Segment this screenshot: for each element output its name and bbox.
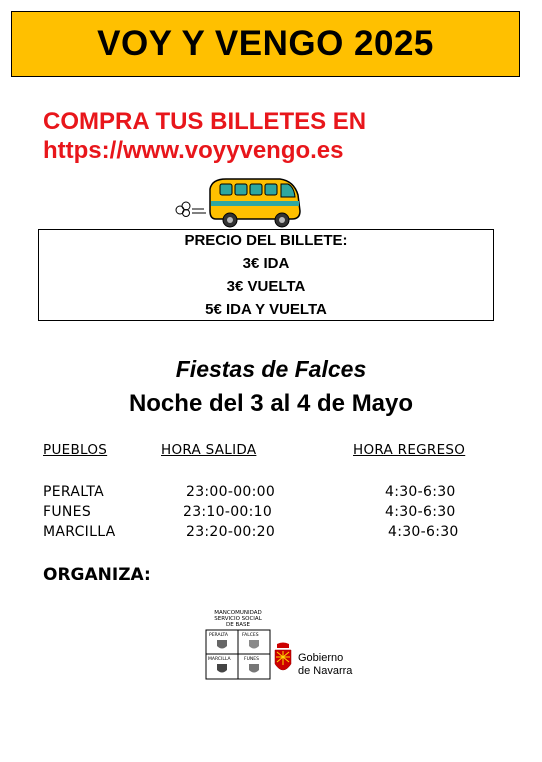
price-ida: 3€ IDA	[242, 255, 290, 272]
departure-cell: 23:00-00:00	[186, 484, 276, 500]
town-label: MARCILLA	[208, 657, 231, 662]
return-cell: 4:30-6:30	[385, 504, 456, 520]
event-name: Fiestas de Falces	[175, 356, 367, 382]
price-ida-vuelta: 5€ IDA Y VUELTA	[205, 301, 327, 318]
website-url: https://www.voyyvengo.es	[43, 137, 344, 164]
page-title: VOY Y VENGO 2025	[97, 24, 434, 63]
logo-text: SERVICIO SOCIAL	[214, 616, 262, 622]
gobierno-navarra-logo	[298, 652, 352, 678]
logo-text: MANCOMUNIDAD	[214, 610, 262, 616]
header-pueblos: PUEBLOS	[43, 442, 108, 458]
price-heading: PRECIO DEL BILLETE:	[184, 232, 348, 249]
return-cell: 4:30-6:30	[385, 484, 456, 500]
buy-tickets-text: COMPRA TUS BILLETES EN	[43, 108, 367, 135]
title-banner	[11, 11, 520, 77]
ticket-price-box	[38, 229, 494, 321]
departure-cell: 23:20-00:20	[186, 524, 276, 540]
town-label: PERALTA	[209, 633, 228, 638]
gob-text-line1: Gobierno	[298, 652, 344, 664]
navarra-shield-icon	[273, 642, 293, 676]
organiza-label: ORGANIZA:	[43, 565, 151, 585]
mancomunidad-logo	[205, 608, 271, 680]
town-label: FUNES	[244, 657, 259, 662]
price-vuelta: 3€ VUELTA	[226, 278, 306, 295]
town-cell: MARCILLA	[43, 524, 116, 540]
town-cell: PERALTA	[43, 484, 105, 500]
header-hora-salida: HORA SALIDA	[161, 442, 257, 458]
gob-text-line2: de Navarra	[298, 665, 353, 677]
bus-icon	[170, 175, 305, 230]
logo-text: DE BASE	[226, 622, 250, 628]
town-shields-grid	[205, 629, 271, 680]
departure-cell: 23:10-00:10	[183, 504, 273, 520]
return-cell: 4:30-6:30	[388, 524, 459, 540]
town-cell: FUNES	[43, 504, 92, 520]
event-date: Noche del 3 al 4 de Mayo	[128, 390, 414, 417]
town-label: FALCES	[242, 633, 259, 638]
header-hora-regreso: HORA REGRESO	[353, 442, 466, 458]
